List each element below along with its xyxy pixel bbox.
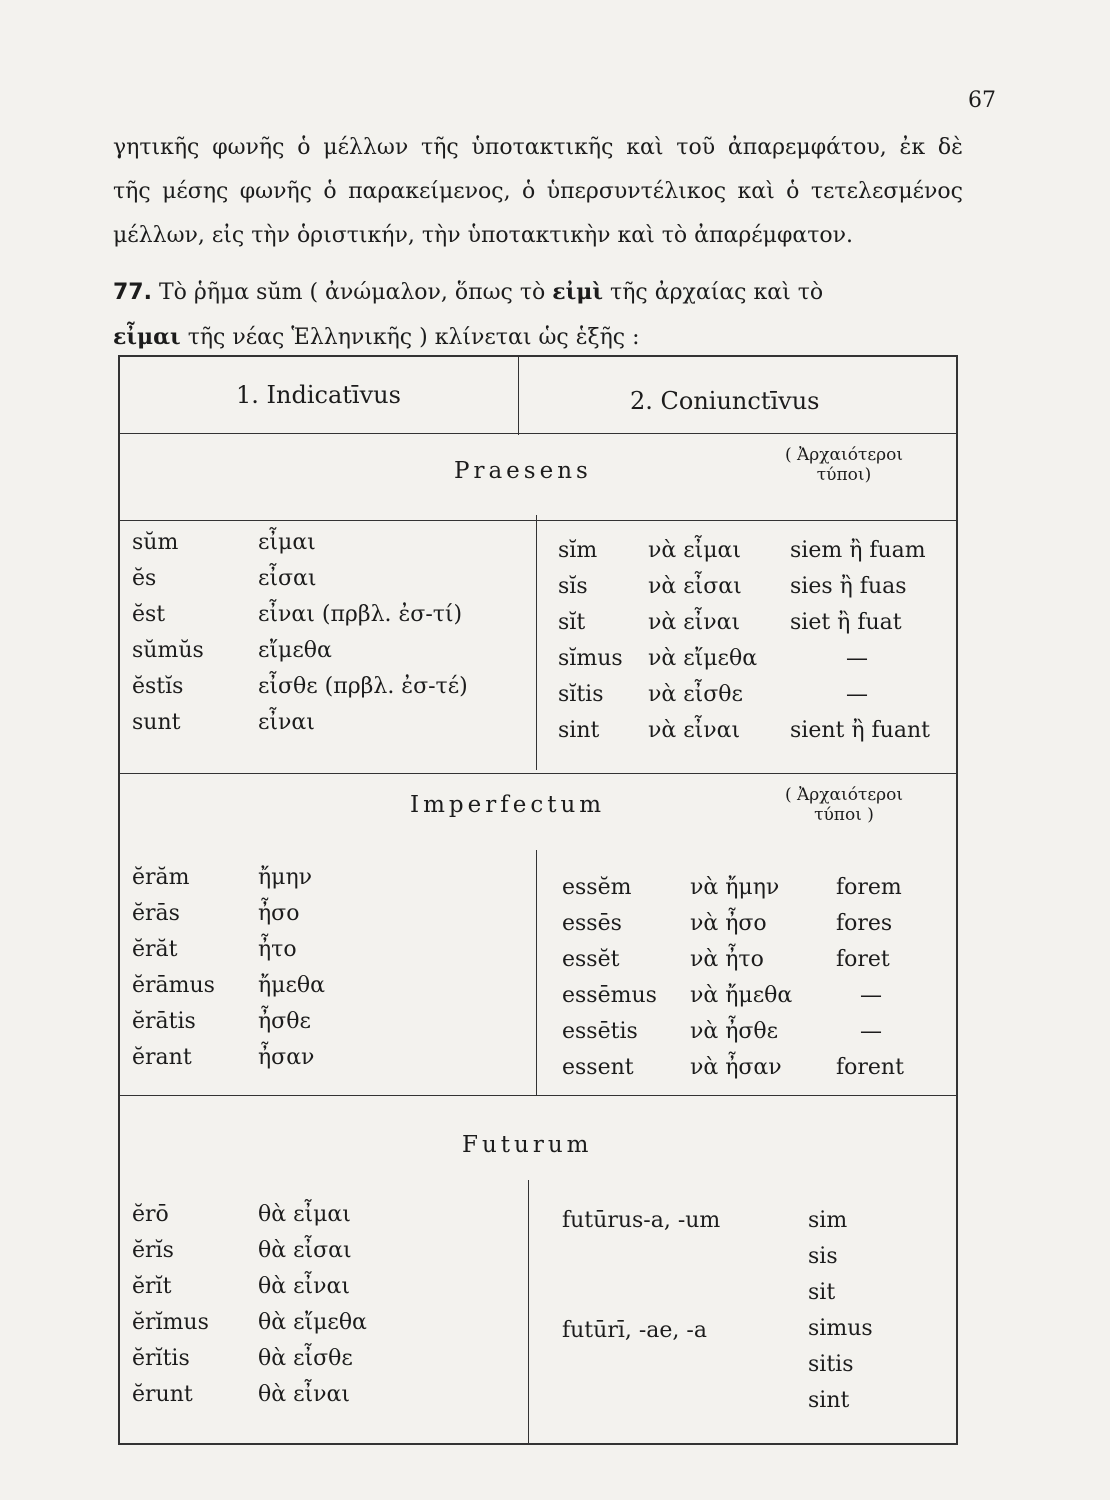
bold-term: εἶμαι [113,324,181,350]
list-item: sĭtis [558,682,604,707]
list-item: ἦσο [258,901,300,926]
futurum-label: Futurum [462,1132,593,1158]
futurum-conj-auxiliary [808,1203,873,1419]
table-bottom-border [118,1443,958,1445]
list-item: νὰ εἶσαι [648,574,742,599]
list-item: θὰ εἶναι [258,1382,350,1407]
list-item: εἴμεθα [258,638,332,663]
list-item: sĭt [558,610,586,635]
list-item: ĕrāmus [132,973,215,998]
list-item: foret [836,947,890,972]
imperfectum-conj-greek [690,870,792,1086]
praesens-conj-latin [558,533,623,749]
list-item: essĕm [562,875,632,900]
list-item: ἤμην [258,865,313,890]
section-77-intro [113,270,963,360]
list-item: sient ἢ fuant [790,718,930,743]
list-item: essēs [562,911,622,936]
list-item: sint [808,1388,850,1413]
list-item: νὰ ἦσθε [690,1019,779,1044]
praesens-ind-greek [258,525,468,741]
list-item: — [860,1019,882,1044]
archaic-forms-note: ( Ἀρχαιότεροι τύποι) [784,445,904,485]
list-item: νὰ ἦσαν [690,1055,782,1080]
paragraph-line: τῆς μέσης φωνῆς ὁ παρακείμενος, ὁ ὑπερσυντέλικος καὶ ὁ τετελεσμένος [113,179,963,204]
list-item: — [846,682,868,707]
list-item: εἶναι [258,710,315,735]
list-item: ĕrō [132,1202,169,1227]
imperfectum-archaic [836,870,904,1086]
list-item: νὰ ἤμεθα [690,983,793,1008]
page-number: 67 [968,88,996,113]
list-item: ĕrăm [132,865,190,890]
list-item: ἦσαν [258,1045,315,1070]
list-item: simus [808,1316,873,1341]
list-item: ĕrās [132,901,180,926]
paragraph-continuation [113,126,963,258]
section-number: 77. [113,280,152,305]
praesens-label: Praesens [454,458,592,484]
imperfectum-ind-latin [132,860,215,1076]
list-item: ĕrăt [132,937,178,962]
futurum-divider-top [118,1095,958,1096]
list-item: siet ἢ fuat [790,610,902,635]
list-item: sĭmus [558,646,623,671]
column-divider-header [518,355,519,435]
list-item: sim [808,1208,848,1233]
header-divider [118,433,958,434]
list-item: fores [836,911,893,936]
list-item: sĭs [558,574,588,599]
list-item: νὰ εἶναι [648,610,741,635]
list-item: sitis [808,1352,854,1377]
bold-term: εἰμὶ [552,279,604,305]
list-item: εἶσαι [258,566,317,591]
list-item: νὰ εἶναι [648,718,741,743]
list-item: siem ἢ fuam [790,538,926,563]
section-text: τῆς νέας Ἑλληνικῆς ) κλίνεται ὡς ἑξῆς : [180,325,640,350]
praesens-archaic [790,533,930,749]
list-item: essent [562,1055,634,1080]
list-item: νὰ ἦτο [690,947,764,972]
list-item: εἶναι (πρβλ. ἐσ-τί) [258,602,463,627]
list-item: ĕrant [132,1045,192,1070]
table-right-border [956,355,958,1445]
column-divider-imperfectum [536,850,537,1095]
list-item: ĕstĭs [132,674,184,699]
list-item: ĕrĭt [132,1274,172,1299]
list-item: νὰ ἤμην [690,875,780,900]
imperfectum-ind-greek [258,860,325,1076]
praesens-divider [118,520,958,521]
list-item: ĕst [132,602,166,627]
list-item: εἶσθε (πρβλ. ἐσ-τέ) [258,674,468,699]
list-item: — [846,646,868,671]
imperfectum-divider-top [118,773,958,774]
list-item: εἶμαι [258,530,316,555]
list-item: θὰ εἴμεθα [258,1310,367,1335]
list-item: ĕrĭmus [132,1310,209,1335]
list-item: θὰ εἶναι [258,1274,350,1299]
list-item: νὰ εἶμαι [648,538,742,563]
list-item: sint [558,718,600,743]
list-item: θὰ εἶμαι [258,1202,351,1227]
list-item: forent [836,1055,904,1080]
list-item: νὰ εἶσθε [648,682,743,707]
indicativus-header: 1. Indicatīvus [236,381,401,409]
list-item: sunt [132,710,181,735]
section-text: Τὸ ῥῆμα sŭm ( ἀνώμαλον, ὅπως τὸ [151,280,553,305]
list-item: sit [808,1280,836,1305]
list-item: θὰ εἶσθε [258,1346,353,1371]
imperfectum-label: Imperfectum [410,792,606,818]
table-left-border [118,355,120,1445]
section-text: τῆς ἀρχαίας καὶ τὸ [603,280,824,305]
list-item: ĕrĭs [132,1238,174,1263]
list-item: ĕrātis [132,1009,196,1034]
list-item: θὰ εἶσαι [258,1238,352,1263]
list-item: ĕs [132,566,157,591]
list-item: ĕrunt [132,1382,193,1407]
list-item: sŭmŭs [132,638,204,663]
praesens-ind-latin [132,525,204,741]
list-item: sŭm [132,530,179,555]
praesens-conj-greek [648,533,757,749]
coniunctivus-header: 2. Coniunctīvus [630,387,820,415]
table-top-border [118,355,958,357]
list-item: sis [808,1244,838,1269]
list-item: ἦτο [258,937,297,962]
list-item: ἦσθε [258,1009,311,1034]
futurum-ind-greek [258,1197,367,1413]
list-item: νὰ εἴμεθα [648,646,758,671]
section-line-1 [113,270,963,315]
column-divider-praesens [536,515,537,770]
section-line-2 [113,315,963,360]
list-item: sies ἢ fuas [790,574,907,599]
list-item: — [860,983,882,1008]
list-item: forem [836,875,902,900]
list-item: ĕrĭtis [132,1346,190,1371]
list-item: νὰ ἦσο [690,911,767,936]
paragraph-line: γητικῆς φωνῆς ὁ μέλλων τῆς ὑποτακτικῆς καὶ τοῦ ἀπαρεμφάτου, ἐκ δὲ [113,135,963,160]
list-item: essĕt [562,947,620,972]
futurum-ind-latin [132,1197,209,1413]
paragraph-line: μέλλων, εἰς τὴν ὁριστικήν, τὴν ὑποτακτικὴν καὶ τὸ ἀπαρέμφατον. [113,223,853,248]
column-divider-futurum [528,1180,529,1443]
list-item: essēmus [562,983,657,1008]
futurum-conj-singular: futūrus-a, -um [562,1208,721,1233]
list-item: sĭm [558,538,598,563]
futurum-conj-plural: futūrī, -ae, -a [562,1318,707,1343]
conjugation-table [118,355,958,1445]
imperfectum-conj-latin [562,870,657,1086]
list-item: ἤμεθα [258,973,325,998]
list-item: essētis [562,1019,638,1044]
archaic-forms-note: ( Ἀρχαιότεροι τύποι ) [784,785,904,825]
